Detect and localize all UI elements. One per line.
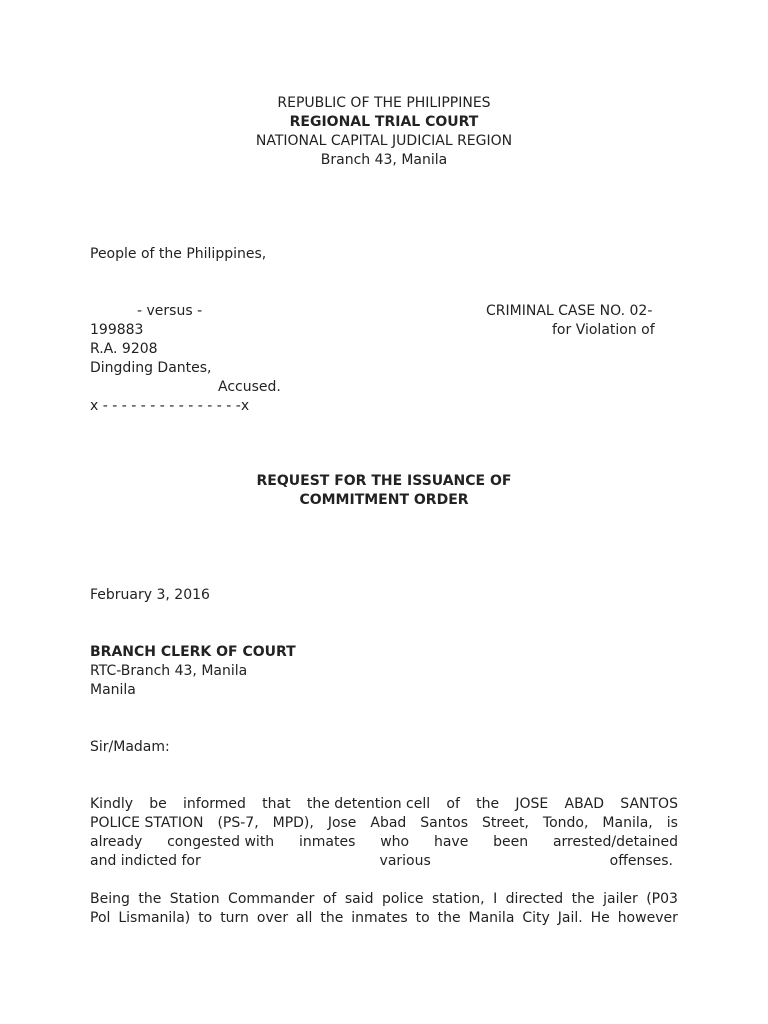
word: congested with <box>167 834 275 850</box>
word: that <box>262 796 291 812</box>
word: to <box>415 910 430 926</box>
word: arrested/detained <box>552 834 678 850</box>
word: the <box>476 796 500 812</box>
address-line-2: Manila <box>90 682 136 698</box>
word: I <box>493 891 498 907</box>
header-branch: Branch 43, Manila <box>320 152 448 168</box>
word: turn <box>220 910 249 926</box>
paragraph-2-line-1 <box>90 890 678 909</box>
header-region: NATIONAL CAPITAL JUDICIAL REGION <box>255 133 513 149</box>
word: to <box>198 910 213 926</box>
word: informed <box>183 796 246 812</box>
title-line-1: REQUEST FOR THE ISSUANCE OF <box>256 473 512 489</box>
header-republic: REPUBLIC OF THE PHILIPPINES <box>277 95 491 111</box>
word: JOSE <box>515 796 549 812</box>
word: Kindly <box>90 796 134 812</box>
word: ABAD <box>564 796 605 812</box>
salutation: Sir/Madam: <box>90 739 170 755</box>
plaintiff: People of the Philippines, <box>90 246 267 262</box>
violation-label: for Violation of <box>552 322 655 338</box>
address-line-1: RTC-Branch 43, Manila <box>90 663 248 679</box>
word: the <box>320 910 344 926</box>
versus: - versus - <box>137 303 203 319</box>
word: He <box>590 910 610 926</box>
word: Lismanila) <box>118 910 191 926</box>
word: Pol <box>90 910 111 926</box>
defendant-name: Dingding Dantes, <box>90 360 212 376</box>
word: Abad <box>370 815 407 831</box>
word: Street, <box>481 815 529 831</box>
word: (PS-7, <box>217 815 259 831</box>
word: the <box>138 891 162 907</box>
letter-date: February 3, 2016 <box>90 587 210 603</box>
case-number-label: CRIMINAL CASE NO. 02- <box>486 303 653 319</box>
word: all <box>296 910 313 926</box>
word: Being <box>90 891 130 907</box>
paragraph-2-line-2 <box>90 909 678 928</box>
word: over <box>256 910 289 926</box>
word: directed <box>505 891 564 907</box>
word: who <box>380 834 410 850</box>
word: and indicted for <box>90 853 201 869</box>
word: various <box>379 853 431 869</box>
word: the detention cell <box>306 796 431 812</box>
word: Manila <box>468 910 515 926</box>
word: have <box>433 834 469 850</box>
word: said <box>344 891 374 907</box>
paragraph-1-line-2 <box>90 814 678 833</box>
word: POLICE STATION <box>90 815 204 831</box>
word: SANTOS <box>620 796 678 812</box>
addressee: BRANCH CLERK OF COURT <box>90 644 296 660</box>
word: Jail. <box>557 910 583 926</box>
word: inmates <box>351 910 408 926</box>
word: Tondo, <box>542 815 589 831</box>
word: inmates <box>299 834 356 850</box>
word: station, <box>431 891 485 907</box>
accused-label: Accused. <box>218 379 281 395</box>
title-line-2: COMMITMENT ORDER <box>299 492 469 508</box>
law-reference: R.A. 9208 <box>90 341 158 357</box>
paragraph-1-line-1 <box>90 795 678 814</box>
paragraph-1-line-3 <box>90 833 678 852</box>
word: of <box>446 796 460 812</box>
word: be <box>149 796 167 812</box>
word: been <box>493 834 529 850</box>
word: (P03 <box>646 891 678 907</box>
word: police <box>381 891 424 907</box>
word: Commander <box>228 891 315 907</box>
word: of <box>322 891 337 907</box>
word: jailer <box>603 891 638 907</box>
word: however <box>617 910 678 926</box>
word: City <box>522 910 550 926</box>
word: MPD), <box>272 815 314 831</box>
word: offenses. <box>609 853 673 869</box>
paragraph-1-line-4 <box>90 852 673 871</box>
caption-separator: x - - - - - - - - - - - - - - -x <box>90 398 250 414</box>
word: is <box>666 815 678 831</box>
word: the <box>571 891 595 907</box>
word: Santos <box>420 815 468 831</box>
case-number-continued: 199883 <box>90 322 144 338</box>
word: the <box>437 910 461 926</box>
word: already <box>90 834 143 850</box>
word: Station <box>169 891 220 907</box>
word: Jose <box>327 815 357 831</box>
word: Manila, <box>602 815 653 831</box>
header-court: REGIONAL TRIAL COURT <box>289 114 479 130</box>
